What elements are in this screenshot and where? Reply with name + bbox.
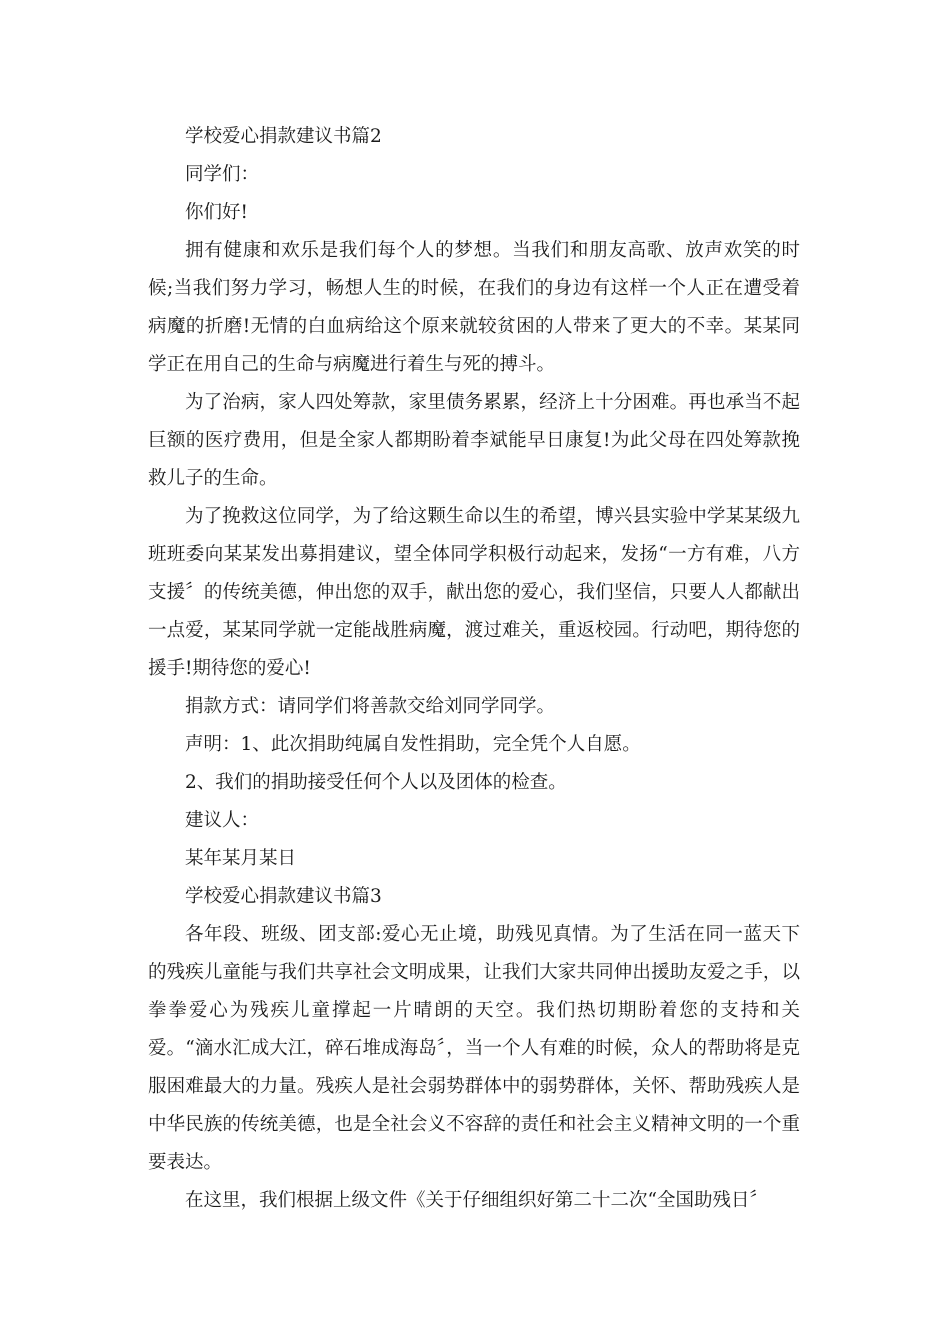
section-title-2: 学校爱心捐款建议书篇2 — [185, 126, 382, 147]
proposer-label: 建议人： — [185, 810, 260, 831]
salutation: 同学们： — [185, 164, 260, 185]
body-paragraph-1: 拥有健康和欢乐是我们每个人的梦想。当我们和朋友高歌、放声欢笑的时候;当我们努力学习，畅想人生的时候，在我们的身边有这样一个人正在遭受着病魔的折磨!无情的白血病给这个原来就较贫困的人带来了更大的不幸。某某同学正在用自己的生命与病魔进行着生与死的搏斗。 — [148, 240, 800, 375]
document-page — [148, 118, 800, 1220]
body-paragraph-2: 为了治病，家人四处筹款，家里债务累累，经济上十分困难。再也承当不起巨额的医疗费用，但是全家人都期盼着李斌能早日康复!为此父母在四处筹款挽救儿子的生命。 — [148, 392, 800, 489]
body-paragraph-4: 各年段、班级、团支部:爱心无止境，助残见真情。为了生活在同一蓝天下的残疾儿童能与我们共享社会文明成果，让我们大家共同伸出援助友爱之手，以拳拳爱心为残疾儿童撑起一片晴朗的天空。我们热切期盼着您的支持和关爱。“滴水汇成大江，碎石堆成海岛〞，当一个人有难的时候，众人的帮助将是克服困难最大的力量。残疾人是社会弱势群体中的弱势群体，关怀、帮助残疾人是中华民族的传统美德，也是全社会义不容辞的责任和社会主义精神文明的一个重要表达。 — [148, 924, 800, 1173]
donation-method: 捐款方式：请同学们将善款交给刘同学同学。 — [185, 696, 556, 717]
body-paragraph-3: 为了挽救这位同学，为了给这颗生命以生的希望，博兴县实验中学某某级九班班委向某某发出募捐建议，望全体同学积极行动起来，发扬“一方有难，八方支援〞的传统美德，伸出您的双手，献出您的爱心，我们坚信，只要人人都献出一点爱，某某同学就一定能战胜病魔，渡过难关，重返校园。行动吧，期待您的援手!期待您的爱心! — [148, 506, 800, 679]
body-paragraph-5: 在这里，我们根据上级文件《关于仔细组织好第二十二次“全国助残日〞 — [185, 1190, 768, 1211]
date-line: 某年某月某日 — [185, 848, 297, 869]
statement-2: 2、我们的捐助接受任何个人以及团体的检查。 — [185, 772, 567, 793]
greeting: 你们好! — [185, 202, 248, 223]
statement-1: 声明：1、此次捐助纯属自发性捐助，完全凭个人自愿。 — [185, 734, 641, 755]
section-title-3: 学校爱心捐款建议书篇3 — [185, 886, 382, 907]
